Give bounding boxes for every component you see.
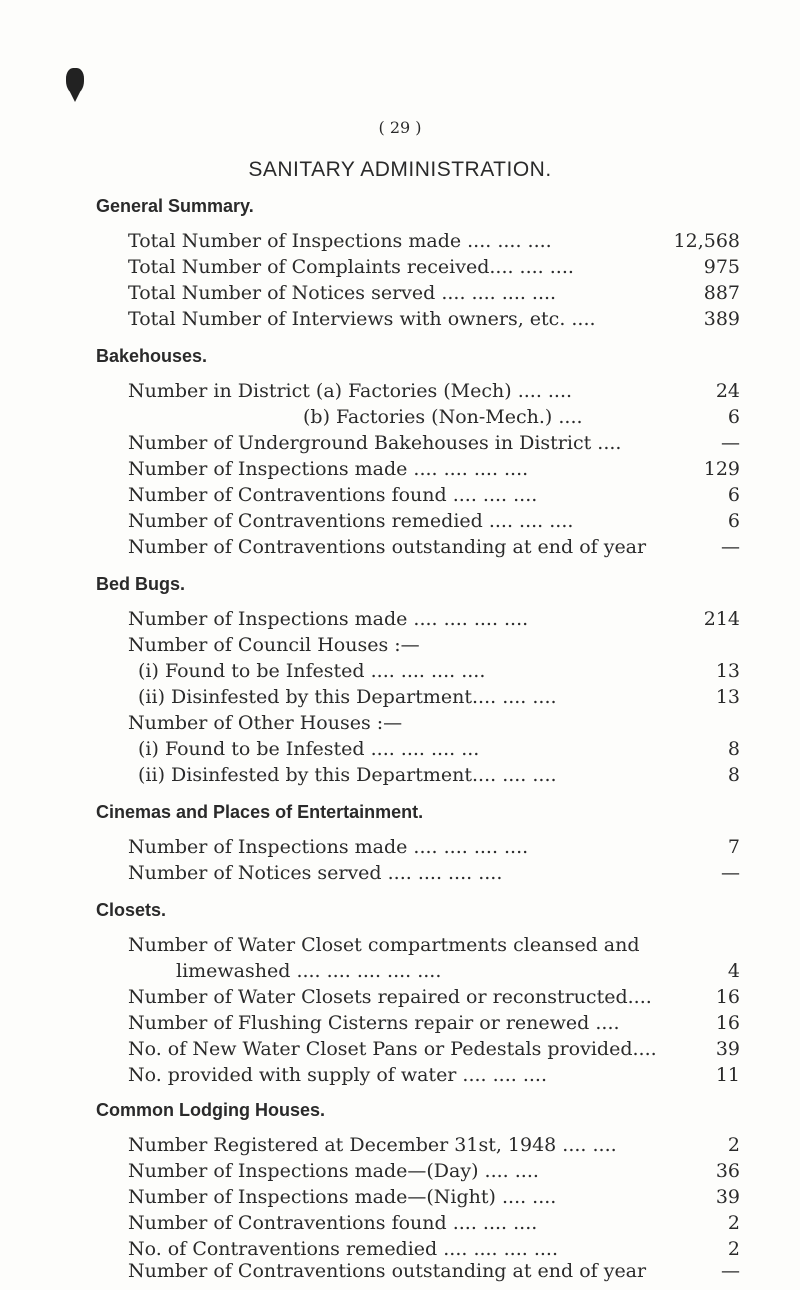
table-row (128, 958, 740, 984)
row-label: limewashed .... .... .... .... .... (176, 960, 442, 982)
row-label: Number of Other Houses :— (128, 712, 403, 734)
row-value: 12,568 (673, 230, 740, 252)
row-value: 887 (703, 282, 740, 304)
row-value: — (721, 862, 740, 884)
row-value: 7 (727, 836, 740, 858)
table-row (128, 762, 740, 788)
section-heading-general: General Summary. (96, 196, 254, 216)
table-row (128, 508, 740, 534)
row-value: 6 (727, 510, 740, 532)
binding-hole-mark (66, 68, 84, 94)
table-row (128, 534, 740, 560)
row-value: 13 (715, 660, 740, 682)
row-label: Number of Inspections made .... .... .... .... (128, 458, 529, 480)
row-label: No. of New Water Closet Pans or Pedestals provided.... (128, 1038, 657, 1060)
table-row (128, 430, 740, 456)
table-row (128, 280, 740, 306)
row-value: 4 (727, 960, 740, 982)
row-value: 8 (727, 738, 740, 760)
row-label: Number of Water Closet compartments cleansed and (128, 934, 640, 956)
row-value: 6 (727, 484, 740, 506)
row-value: — (721, 1260, 740, 1282)
row-value: 8 (727, 764, 740, 786)
table-row (128, 482, 740, 508)
row-value: 6 (727, 406, 740, 428)
table-row (128, 710, 740, 736)
row-label: Total Number of Notices served .... .... .... .... (128, 282, 557, 304)
table-row (128, 736, 740, 762)
row-value: 11 (715, 1064, 740, 1086)
table-row (128, 1062, 740, 1088)
row-label: Total Number of Complaints received.... .... .... (128, 256, 574, 278)
row-value: 39 (715, 1186, 740, 1208)
row-value: 16 (715, 1012, 740, 1034)
row-label: Number of Inspections made .... .... .... .... (128, 836, 529, 858)
table-row (128, 404, 740, 430)
row-label: Number of Council Houses :— (128, 634, 420, 656)
table-row (128, 306, 740, 332)
row-label: Number of Underground Bakehouses in District .... (128, 432, 622, 454)
row-label: Number of Contraventions found .... .... .... (128, 1212, 538, 1234)
row-label: Number of Flushing Cisterns repair or renewed .... (128, 1012, 620, 1034)
row-label: (ii) Disinfested by this Department.... .... .... (138, 764, 557, 786)
row-label: Number of Inspections made .... .... .... .... (128, 608, 529, 630)
row-label: Number of Contraventions remedied .... .... .... (128, 510, 574, 532)
table-row (128, 932, 740, 958)
table-row (128, 834, 740, 860)
row-value: 2 (727, 1238, 740, 1260)
table-row (128, 1010, 740, 1036)
row-value: 389 (703, 308, 740, 330)
row-label: Number of Water Closets repaired or reconstructed.... (128, 986, 652, 1008)
row-label: Number of Notices served .... .... .... .... (128, 862, 503, 884)
table-row (128, 228, 740, 254)
table-row (128, 984, 740, 1010)
page-number: ( 29 ) (378, 118, 422, 137)
section-heading-bakehouses: Bakehouses. (96, 346, 208, 366)
row-label: Number of Contraventions outstanding at end of year (128, 1260, 647, 1282)
row-value: 13 (715, 686, 740, 708)
row-label: (b) Factories (Non-Mech.) .... (303, 406, 583, 428)
table-row (128, 254, 740, 280)
page-title: SANITARY ADMINISTRATION. (248, 158, 552, 181)
row-label: Number of Contraventions found .... .... .... (128, 484, 538, 506)
row-value: 24 (715, 380, 740, 402)
row-label: No. of Contraventions remedied .... .... .... .... (128, 1238, 558, 1260)
table-row (128, 1036, 740, 1062)
table-row (128, 1132, 740, 1158)
row-label: Total Number of Inspections made .... .... .... (128, 230, 552, 252)
row-label: (i) Found to be Infested .... .... .... .... (138, 660, 486, 682)
section-heading-closets: Closets. (96, 900, 167, 920)
row-label: Number Registered at December 31st, 1948 .... .... (128, 1134, 617, 1156)
table-row (128, 684, 740, 710)
row-label: Number of Inspections made—(Day) .... .... (128, 1160, 539, 1182)
row-value: 975 (703, 256, 740, 278)
row-value: 2 (727, 1212, 740, 1234)
row-label: Total Number of Interviews with owners, etc. .... (128, 308, 596, 330)
table-row (128, 606, 740, 632)
row-label: Number of Inspections made—(Night) .... .... (128, 1186, 557, 1208)
row-label: Number in District (a) Factories (Mech) .... .... (128, 380, 573, 402)
table-row (128, 1210, 740, 1236)
table-row (128, 456, 740, 482)
table-row (128, 658, 740, 684)
row-label: (ii) Disinfested by this Department.... .... .... (138, 686, 557, 708)
row-label: No. provided with supply of water .... .... .... (128, 1064, 547, 1086)
row-value: 16 (715, 986, 740, 1008)
row-value: — (721, 432, 740, 454)
row-value: 36 (715, 1160, 740, 1182)
section-heading-common-lodging-houses: Common Lodging Houses. (96, 1100, 325, 1120)
row-value: 39 (715, 1038, 740, 1060)
row-value: 129 (703, 458, 740, 480)
table-row (128, 1258, 740, 1284)
row-value: 214 (703, 608, 740, 630)
row-value: — (721, 536, 740, 558)
table-row (128, 1184, 740, 1210)
table-row (128, 632, 740, 658)
section-heading-cinemas: Cinemas and Places of Entertainment. (96, 802, 424, 822)
row-label: (i) Found to be Infested .... .... .... ... (138, 738, 480, 760)
table-row (128, 860, 740, 886)
table-row (128, 378, 740, 404)
row-label: Number of Contraventions outstanding at end of year (128, 536, 647, 558)
section-heading-bed-bugs: Bed Bugs. (96, 574, 186, 594)
table-row (128, 1158, 740, 1184)
row-value: 2 (727, 1134, 740, 1156)
